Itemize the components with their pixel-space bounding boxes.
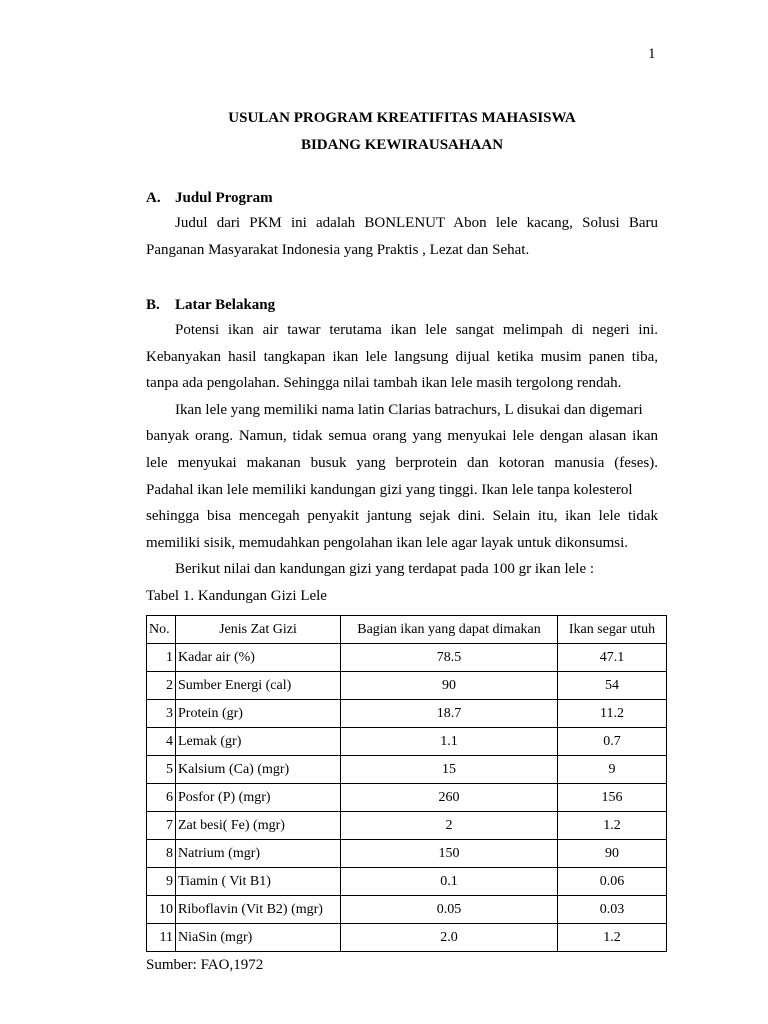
table-row — [147, 896, 667, 924]
cell-no: 11 — [147, 924, 176, 952]
cell-segar: 0.06 — [558, 868, 667, 896]
cell-no: 9 — [147, 868, 176, 896]
cell-bagian: 0.1 — [341, 868, 558, 896]
paragraph-line: banyak orang. Namun, tidak semua orang yang menyukai lele dengan alasan ikan — [146, 428, 658, 445]
table-row — [147, 700, 667, 728]
section-a-title: Judul Program — [175, 190, 273, 206]
cell-bagian: 90 — [341, 672, 558, 700]
table-source: Sumber: FAO,1972 — [146, 957, 264, 973]
table-row — [147, 644, 667, 672]
cell-segar: 54 — [558, 672, 667, 700]
table-row — [147, 812, 667, 840]
cell-segar: 47.1 — [558, 644, 667, 672]
cell-jenis: Posfor (P) (mgr) — [176, 784, 341, 812]
section-b-label: B. — [146, 297, 160, 313]
table-row — [147, 672, 667, 700]
cell-bagian: 18.7 — [341, 700, 558, 728]
cell-jenis: Natrium (mgr) — [176, 840, 341, 868]
table-row — [147, 924, 667, 952]
cell-bagian: 2.0 — [341, 924, 558, 952]
cell-no: 3 — [147, 700, 176, 728]
table-header-row — [147, 616, 667, 644]
paragraph-line: lele menyukai makanan busuk yang berprotein dan kotoran manusia (feses). — [146, 454, 658, 471]
cell-segar: 90 — [558, 840, 667, 868]
paragraph-line: Berikut nilai dan kandungan gizi yang terdapat pada 100 gr ikan lele : — [175, 561, 595, 578]
paragraph-line: Judul dari PKM ini adalah BONLENUT Abon lele kacang, Solusi Baru — [175, 215, 658, 231]
header-no: No. — [147, 616, 176, 644]
paragraph-line: Padahal ikan lele memiliki kandungan gizi yang tinggi. Ikan lele tanpa kolesterol — [146, 481, 633, 498]
cell-jenis: Zat besi( Fe) (mgr) — [176, 812, 341, 840]
cell-no: 6 — [147, 784, 176, 812]
cell-bagian: 1.1 — [341, 728, 558, 756]
cell-segar: 11.2 — [558, 700, 667, 728]
cell-bagian: 78.5 — [341, 644, 558, 672]
document-subtitle: BIDANG KEWIRAUSAHAAN — [300, 137, 504, 153]
cell-jenis: Sumber Energi (cal) — [176, 672, 341, 700]
cell-jenis: Riboflavin (Vit B2) (mgr) — [176, 896, 341, 924]
cell-segar: 1.2 — [558, 924, 667, 952]
header-jenis: Jenis Zat Gizi — [176, 616, 341, 644]
table-row — [147, 728, 667, 756]
section-a-label: A. — [146, 190, 161, 206]
cell-segar: 156 — [558, 784, 667, 812]
paragraph-line: Ikan lele yang memiliki nama latin Clarias batrachurs, L disukai dan digemari — [175, 401, 643, 418]
header-segar: Ikan segar utuh — [558, 616, 667, 644]
cell-jenis: Protein (gr) — [176, 700, 341, 728]
paragraph-line: sehingga bisa mencegah penyakit jantung sejak dini. Selain itu, ikan lele tidak — [146, 508, 658, 525]
section-a-heading — [146, 190, 273, 207]
cell-jenis: Lemak (gr) — [176, 728, 341, 756]
cell-no: 1 — [147, 644, 176, 672]
cell-no: 8 — [147, 840, 176, 868]
section-a-paragraph — [146, 210, 658, 263]
cell-jenis: Kalsium (Ca) (mgr) — [176, 756, 341, 784]
cell-no: 4 — [147, 728, 176, 756]
paragraph-line: Panganan Masyarakat Indonesia yang Praktis , Lezat dan Sehat. — [146, 241, 530, 258]
section-b-paragraph — [146, 317, 658, 583]
cell-segar: 1.2 — [558, 812, 667, 840]
cell-bagian: 0.05 — [341, 896, 558, 924]
paragraph-line: memiliki sisik, memudahkan pengolahan ikan lele agar layak untuk dikonsumsi. — [146, 534, 628, 551]
section-b-heading — [146, 297, 275, 314]
paragraph-line: tanpa ada pengolahan. Sehingga nilai tambah ikan lele masih tergolong rendah. — [146, 375, 622, 392]
paragraph-line: Potensi ikan air tawar terutama ikan lele sangat melimpah di negeri ini. — [175, 322, 658, 338]
table-row — [147, 840, 667, 868]
table-caption: Tabel 1. Kandungan Gizi Lele — [146, 588, 327, 604]
cell-bagian: 150 — [341, 840, 558, 868]
table-row — [147, 756, 667, 784]
cell-no: 2 — [147, 672, 176, 700]
paragraph-line: Kebanyakan hasil tangkapan ikan lele langsung dijual ketika musim panen tiba, — [146, 348, 658, 365]
cell-jenis: Tiamin ( Vit B1) — [176, 868, 341, 896]
cell-no: 7 — [147, 812, 176, 840]
cell-jenis: NiaSin (mgr) — [176, 924, 341, 952]
nutrition-table — [146, 615, 667, 952]
table-row — [147, 784, 667, 812]
cell-jenis: Kadar air (%) — [176, 644, 341, 672]
cell-no: 5 — [147, 756, 176, 784]
cell-segar: 0.7 — [558, 728, 667, 756]
cell-bagian: 15 — [341, 756, 558, 784]
cell-no: 10 — [147, 896, 176, 924]
page-number: 1 — [648, 46, 656, 62]
section-b-title: Latar Belakang — [175, 297, 276, 313]
cell-segar: 9 — [558, 756, 667, 784]
header-bagian: Bagian ikan yang dapat dimakan — [341, 616, 558, 644]
table-row — [147, 868, 667, 896]
cell-bagian: 260 — [341, 784, 558, 812]
document-title: USULAN PROGRAM KREATIFITAS MAHASISWA — [228, 110, 576, 126]
cell-bagian: 2 — [341, 812, 558, 840]
cell-segar: 0.03 — [558, 896, 667, 924]
